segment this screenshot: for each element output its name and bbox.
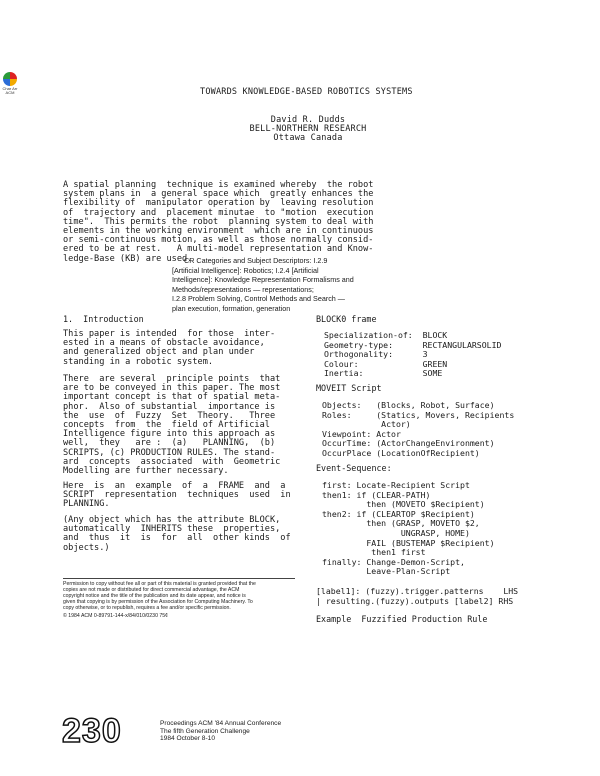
code-line: then2: if (CLEARTOP $Recipient) — [322, 508, 475, 519]
text-line: Intelligence figure into this approach as — [63, 429, 276, 440]
code-line: Colour: GREEN — [324, 358, 448, 369]
text-line: ested in a means of obstacle avoidance, — [63, 338, 265, 349]
abstract-line: system plans in a general space which greatly enhances the — [63, 189, 374, 200]
abstract-line: ered to be at rest. A multi-model representation and Know- — [63, 244, 374, 255]
author-name: David R. Dudds — [270, 115, 346, 125]
code-line: FAIL (BUSTEMAP $Recipient) — [322, 537, 495, 548]
section-heading-introduction: 1. Introduction — [63, 314, 144, 324]
cr-line: Methods/representations — representations; — [172, 284, 314, 294]
code-line: Roles: (Statics, Movers, Recipients — [322, 409, 515, 420]
code-line: Specialization-of: BLOCK — [324, 330, 448, 340]
paper-title: TOWARDS KNOWLEDGE-BASED ROBOTICS SYSTEMS — [200, 87, 413, 97]
cr-line: Intelligence]: Knowledge Representation Formalisms and — [172, 275, 354, 285]
code-line: | resulting.(fuzzy).outputs [label2] RHS — [316, 595, 514, 606]
text-line: SCRIPT representation techniques used in — [63, 490, 291, 501]
text-line: © 1984 ACM 0-89791-144-x/84/010/0230 75¢ — [63, 613, 169, 620]
code-line: OccurPlace (LocationOfRecipient) — [322, 447, 480, 458]
code-line: first: Locate-Recipient Script — [322, 480, 470, 490]
author-location: Ottawa Canada — [273, 133, 343, 143]
intro-paragraph-1 — [63, 330, 275, 367]
cr-line: plan execution, formation, generation — [172, 303, 291, 313]
frame-label: BLOCK0 frame — [316, 314, 377, 324]
text-line: phor. Also of substantial importance is — [63, 401, 276, 412]
text-line: well, they are : (a) PLANNING, (b) — [63, 438, 276, 449]
abstract-line: time". This permits the robot planning system to deal with — [63, 216, 374, 227]
text-line: concepts from the field of Artificial — [63, 420, 270, 431]
text-line: copies are not made or distributed for direct commercial advantage, the ACM — [63, 587, 240, 594]
code-line: then (MOVETO $Recipient) — [322, 499, 485, 510]
code-line: Geometry-type: RECTANGULARSOLID — [324, 339, 502, 350]
text-line: automatically INHERITS these properties, — [63, 524, 281, 535]
text-line: are to be conveyed in this paper. The most — [63, 383, 281, 394]
text-line: objects.) — [63, 542, 110, 553]
text-line: (Any object which has the attribute BLOCK, — [63, 515, 281, 525]
script-block — [322, 401, 514, 459]
text-line: Proceedings ACM '84 Annual Conference — [160, 720, 282, 727]
abstract-line: or semi-continuous motion, as well as those normally consid- — [63, 235, 374, 246]
text-line: given that copying is by permission of the Association for Computing Machinery. To — [63, 599, 253, 606]
event-sequence-label: Event-Sequence: — [316, 463, 392, 473]
text-line: important concept is that of spatial meta- — [63, 392, 281, 403]
text-line: Permission to copy without fee all or part of this material is granted provided that the — [63, 581, 256, 587]
code-line: [label1]: (fuzzy).trigger.patterns LHS — [316, 586, 519, 596]
code-line: then (GRASP, MOVETO $2, — [322, 518, 480, 529]
text-line: There are several principle points that — [63, 374, 281, 384]
abstract-line: elements in the working environment which are in continuous — [63, 226, 374, 237]
intro-paragraph-3 — [63, 482, 291, 510]
code-line: Orthogonality: 3 — [324, 349, 428, 360]
cr-line: I.2.8 Problem Solving, Control Methods and Search — — [172, 294, 345, 304]
rule-caption: Example Fuzzified Production Rule — [316, 614, 488, 624]
code-line: then1 first — [322, 547, 426, 558]
text-line: The fifth Generation Challenge — [160, 727, 250, 735]
logo-caption: Char Arr ACM — [2, 86, 18, 95]
footnote-divider — [63, 578, 295, 579]
text-line: the use of Fuzzy Set Theory. Three — [63, 410, 276, 421]
code-line: finally: Change-Demon-Script, — [322, 556, 465, 567]
production-rule — [316, 587, 518, 606]
text-line: copy otherwise, or to republish, requires a fee and/or specific permission. — [63, 605, 231, 612]
code-line: then1: if (CLEAR-PATH) — [322, 489, 431, 500]
text-line: PLANNING. — [63, 499, 110, 510]
text-line: 1984 October 8-10 — [160, 735, 215, 743]
code-line: Objects: (Blocks, Robot, Surface) — [322, 400, 495, 410]
abstract-line: A spatial planning technique is examined whereby the robot — [63, 180, 374, 190]
cr-categories — [172, 256, 354, 314]
text-line: Modelling are further necessary. — [63, 466, 229, 477]
text-line: This paper is intended for those inter- — [63, 329, 276, 339]
proceedings-info — [160, 720, 281, 743]
code-line: Actor) — [322, 419, 411, 430]
abstract-line: ledge-Base (KB) are used. — [63, 253, 193, 264]
intro-paragraph-4 — [63, 516, 291, 553]
code-line: Leave-Plan-Script — [322, 566, 451, 577]
abstract-line: of trajectory and placement minutae to "motion execution — [63, 207, 374, 218]
code-line: OccurTime: (ActorChangeEnvironment) — [322, 438, 495, 449]
intro-paragraph-2 — [63, 375, 280, 476]
permission-notice — [63, 581, 256, 620]
acm-logo — [0, 72, 20, 96]
abstract-line: flexibility of manipulator operation by leaving resolution — [63, 198, 374, 209]
text-line: ard concepts associated with Geometric — [63, 456, 281, 467]
code-line: Viewpoint: Actor — [322, 428, 401, 439]
text-line: Here is an example of a FRAME and a — [63, 481, 286, 491]
text-line: SCRIPTS, (c) PRODUCTION RULES. The stand- — [63, 447, 276, 458]
acm-logo-icon — [3, 72, 17, 86]
author-affiliation: BELL-NORTHERN RESEARCH — [249, 124, 367, 134]
text-line: copyright notice and the title of the publication and its date appear, and notice is — [63, 593, 246, 600]
script-label: MOVEIT Script — [316, 383, 382, 393]
text-line: and thus it is for all other kinds of — [63, 533, 291, 544]
text-line: and generalized object and plan under — [63, 347, 255, 358]
cr-line: CR Categories and Subject Descriptors: I.2.9 — [184, 256, 328, 265]
event-sequence-block — [322, 481, 495, 577]
code-line: Inertia: SOME — [324, 368, 443, 379]
page-number: 230 — [62, 712, 122, 750]
cr-line: [Artificial Intelligence]: Robotics; I.2.4 [Artificial — [172, 265, 319, 275]
frame-block — [324, 331, 501, 379]
code-line: UNGRASP, HOME) — [322, 527, 470, 538]
text-line: standing in a robotic system. — [63, 356, 214, 367]
abstract — [63, 181, 373, 264]
